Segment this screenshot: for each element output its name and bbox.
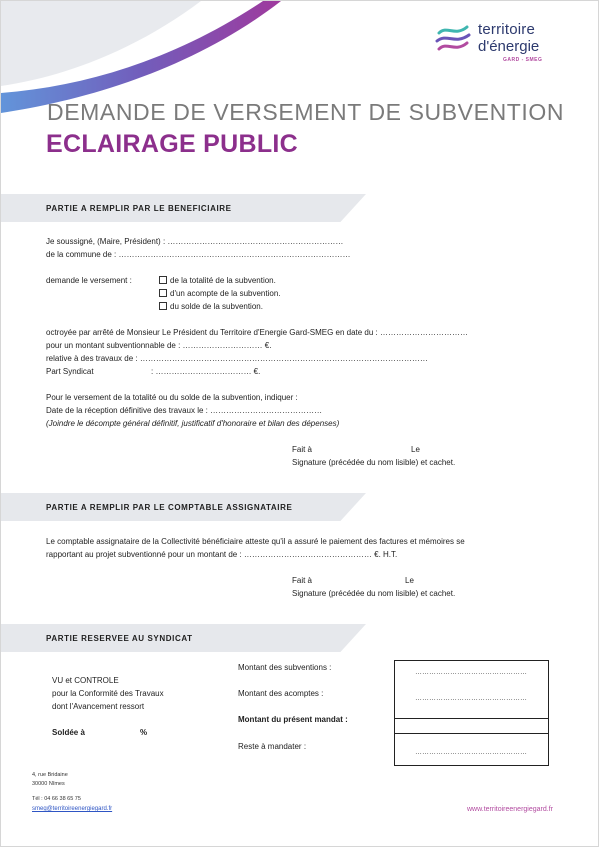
comptable-line2: rapportant au projet subventionné pour un montant de : ………………………………………… €. H.T.: [46, 550, 398, 559]
logo-text-line3: GARD - SMEG: [503, 57, 543, 63]
part-syndicat-value: : ……………………………… €.: [151, 367, 261, 376]
commune-line: de la commune de : ……………………………………………………………………………: [46, 250, 351, 259]
pour-versement-line: Pour le versement de la totalité ou du solde de la subvention, indiquer :: [46, 393, 298, 402]
checkbox-icon[interactable]: [159, 302, 167, 310]
checkbox-icon[interactable]: [159, 276, 167, 284]
vu-controle-label: VU et CONTROLE: [52, 676, 119, 685]
box-divider: [395, 733, 548, 734]
option-label: de la totalité de la subvention.: [170, 276, 276, 285]
option-label: du solde de la subvention.: [170, 302, 263, 311]
box-divider: [395, 718, 548, 719]
date-reception-line: Date de la réception définitive des travaux le : ……………………………………: [46, 406, 323, 415]
footer-tel: Tél : 04 66 38 65 75: [32, 796, 81, 802]
signature-label: Signature (précédée du nom lisible) et cachet.: [292, 458, 456, 467]
joindre-note: (Joindre le décompte général définitif, justificatif d'honoraire et bilan des dépenses): [46, 419, 340, 428]
soldee-label: Soldée à: [52, 728, 85, 737]
footer-address1: 4, rue Bridaine: [32, 772, 68, 778]
footer-website-link[interactable]: www.territoireenergiegard.fr: [467, 806, 553, 813]
section3-heading: PARTIE RESERVEE AU SYNDICAT: [46, 634, 193, 643]
option-acompte[interactable]: [159, 289, 281, 298]
percent-label: %: [140, 728, 148, 737]
territoire-energie-logo[interactable]: [433, 19, 573, 69]
logo-text-line1: territoire: [478, 21, 536, 38]
option-solde[interactable]: [159, 302, 263, 311]
part-syndicat-label: Part Syndicat: [46, 367, 94, 376]
montant-acomptes-label: Montant des acomptes :: [238, 689, 324, 698]
logo-waves-icon: [433, 21, 473, 61]
signature-label-2: Signature (précédée du nom lisible) et cachet.: [292, 589, 456, 598]
montant-mandat-label: Montant du présent mandat :: [238, 715, 348, 724]
acomptes-dots[interactable]: …………………………………………: [415, 695, 527, 702]
page-title: DEMANDE DE VERSEMENT DE SUBVENTION: [47, 99, 565, 125]
subventions-dots[interactable]: …………………………………………: [415, 669, 527, 676]
page-subtitle: ECLAIRAGE PUBLIC: [46, 130, 299, 158]
reste-dots[interactable]: …………………………………………: [415, 749, 527, 756]
demande-label: demande le versement :: [46, 276, 132, 285]
le-label-2: Le: [405, 576, 414, 585]
logo-text-line2: d'énergie: [478, 38, 540, 55]
reste-label: Reste à mandater :: [238, 742, 307, 751]
checkbox-icon[interactable]: [159, 289, 167, 297]
fait-a-label: Fait à: [292, 445, 313, 454]
avancement-label: dont l'Avancement ressort: [52, 702, 145, 711]
option-label: d'un acompte de la subvention.: [170, 289, 281, 298]
comptable-line1: Le comptable assignataire de la Collectivité bénéficiaire atteste qu'il a assuré le paiement des factures et mémoires se: [46, 537, 465, 546]
fait-a-label-2: Fait à: [292, 576, 313, 585]
montant-subventions-label: Montant des subventions :: [238, 663, 332, 672]
section1-heading: PARTIE A REMPLIR PAR LE BENEFICIAIRE: [46, 204, 232, 213]
conformite-label: pour la Conformité des Travaux: [52, 689, 164, 698]
relative-line: relative à des travaux de : ………………………………………………………………………………………………: [46, 354, 428, 363]
le-label: Le: [411, 445, 420, 454]
montant-line: pour un montant subventionnable de : ………………………… €.: [46, 341, 272, 350]
octroyee-line: octroyée par arrêté de Monsieur Le Président du Territoire d'Energie Gard-SMEG en date du : ……………………………: [46, 328, 468, 337]
option-totalite[interactable]: [159, 276, 276, 285]
soussigne-line: Je soussigné, (Maire, Président) : …………………………………………………………: [46, 237, 344, 246]
footer-email-link[interactable]: smeg@territoireenergiegard.fr: [32, 806, 113, 812]
section2-heading: PARTIE A REMPLIR PAR LE COMPTABLE ASSIGNATAIRE: [46, 503, 293, 512]
footer-address2: 30000 Nîmes: [32, 781, 65, 787]
